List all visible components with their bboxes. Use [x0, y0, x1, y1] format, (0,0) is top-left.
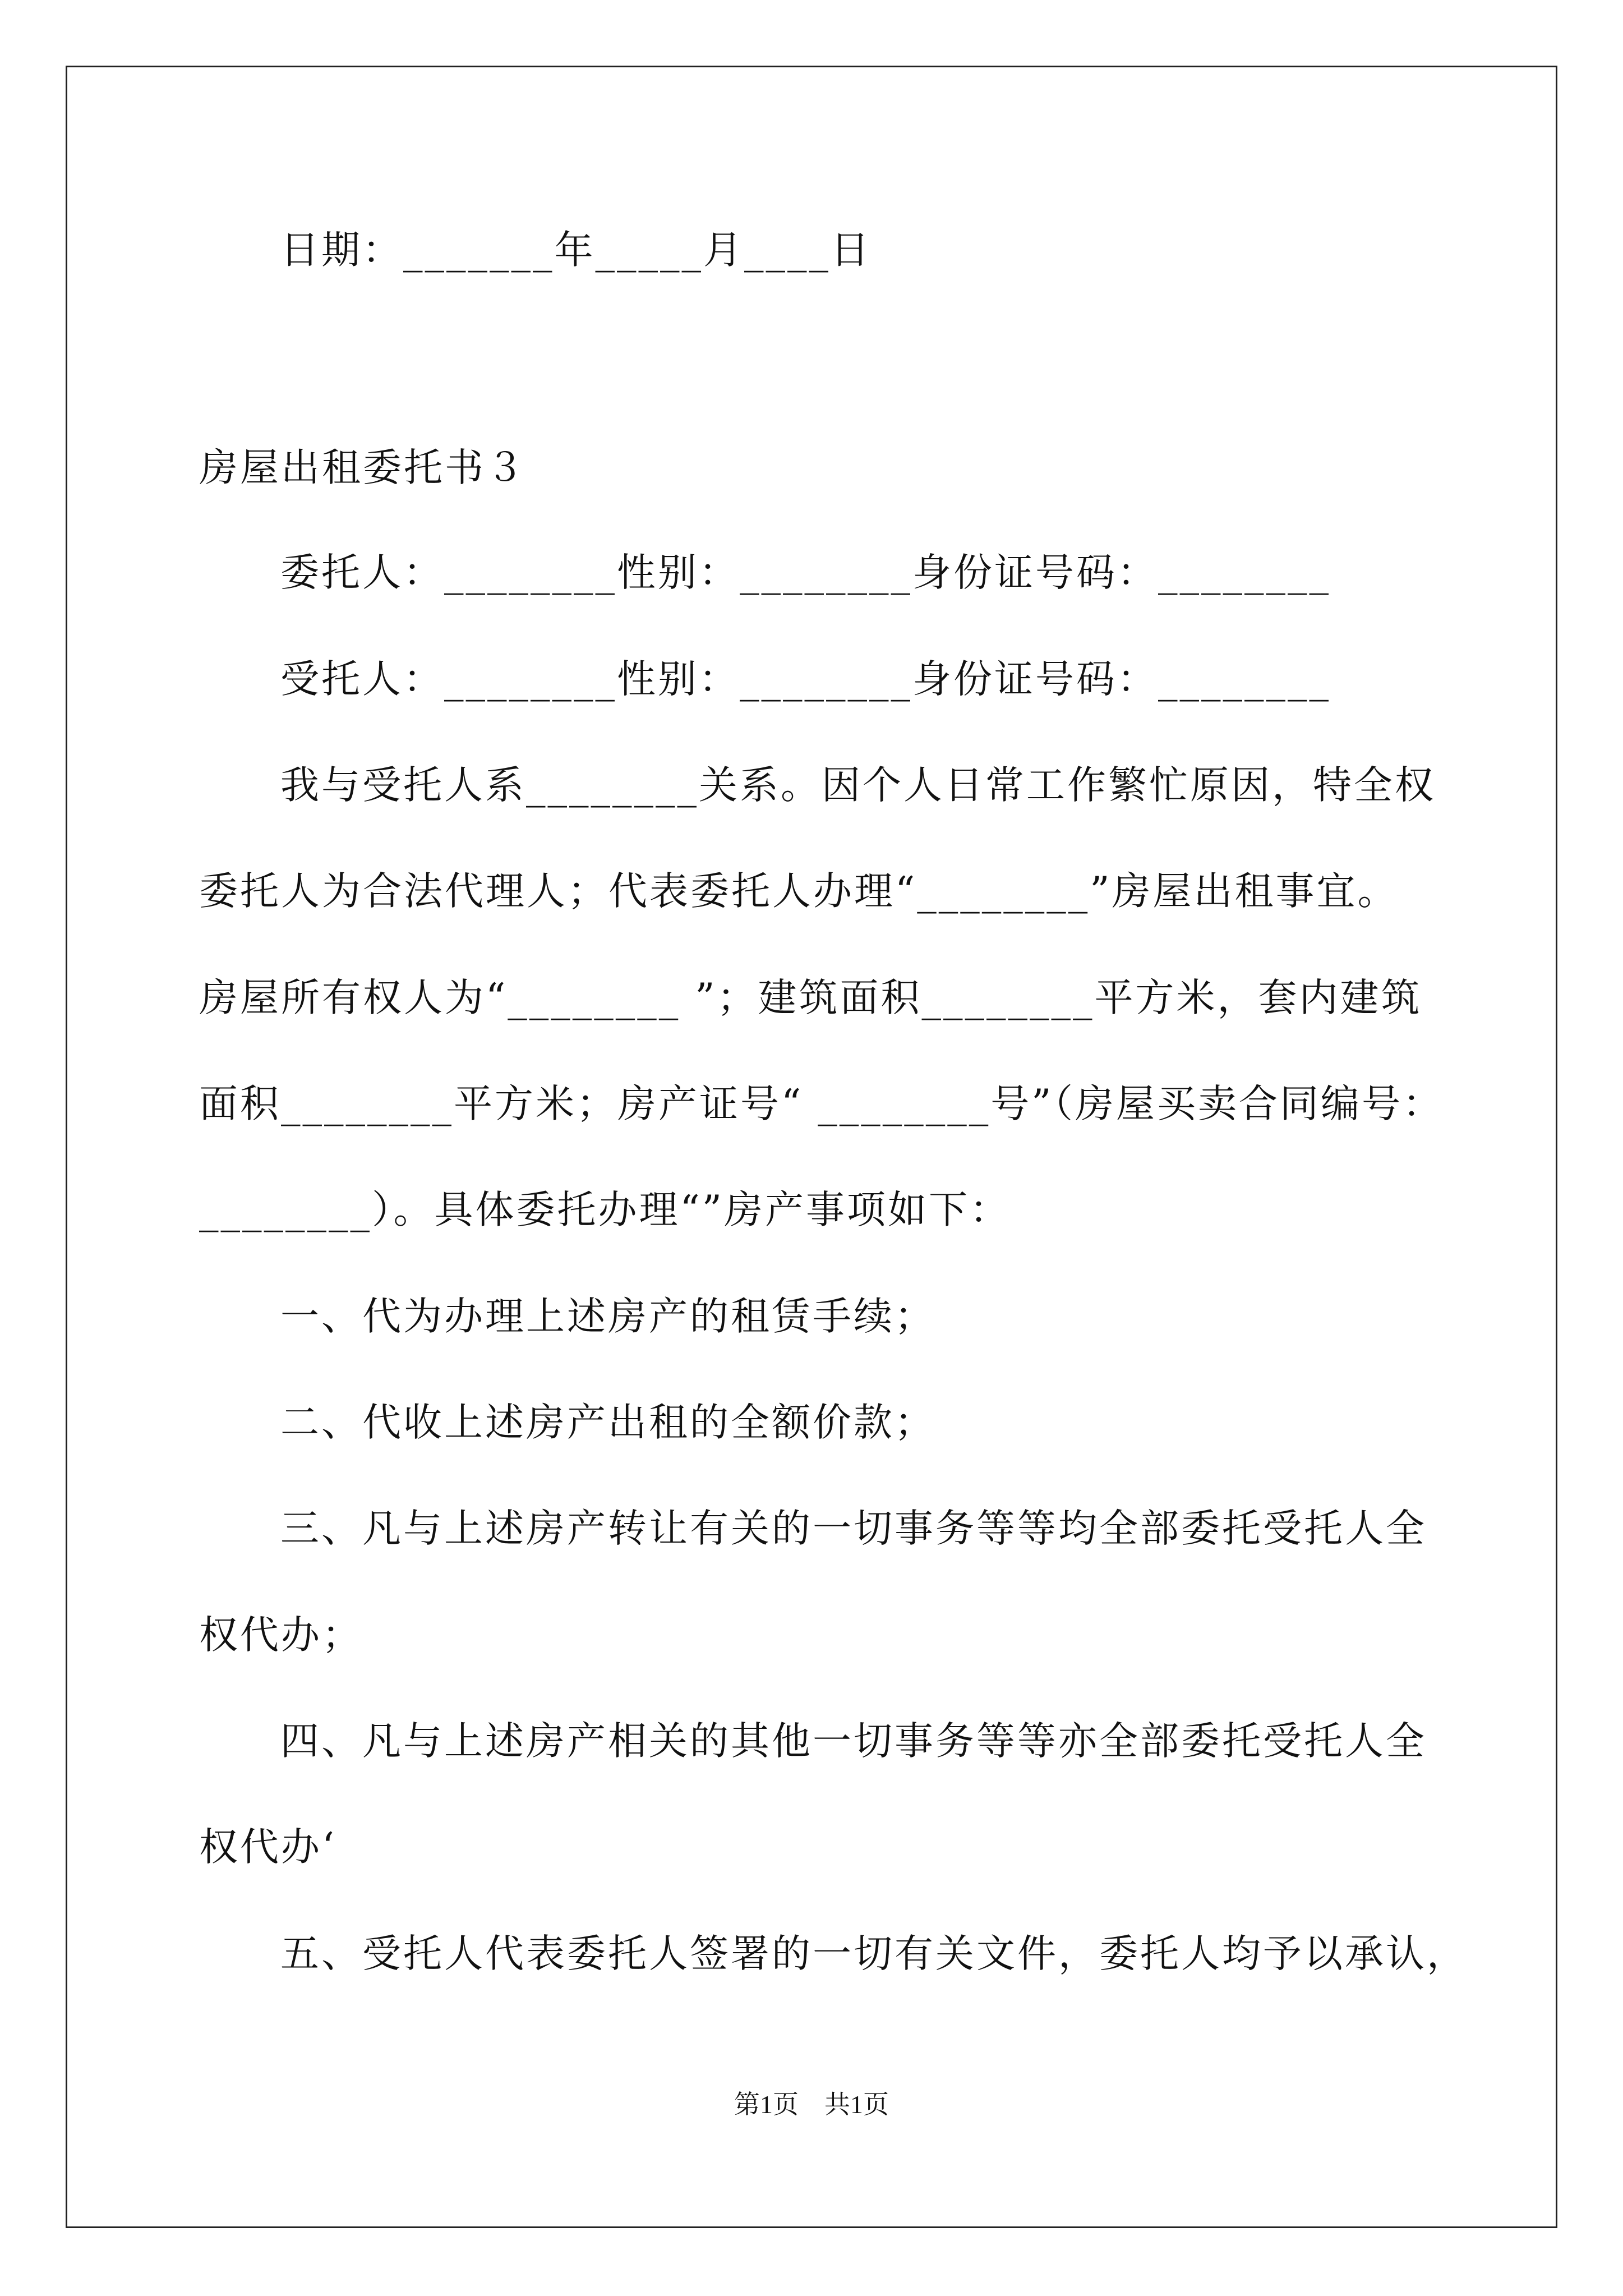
paragraph-line: 面积________平方米；房产证号“ ________号”（房屋买卖合同编号： [199, 1082, 1444, 1126]
agent-info-line: 受托人：________性别：________身份证号码：________ [280, 657, 1331, 702]
list-item: 三、凡与上述房产转让有关的一切事务等等均全部委托受托人全 [280, 1506, 1427, 1551]
page-border [66, 66, 1557, 2228]
date-line: 日期：_______年_____月____日 [280, 228, 872, 273]
principal-info-line: 委托人：________性别：________身份证号码：________ [280, 550, 1331, 595]
list-item: 四、凡与上述房产相关的其他一切事务等等亦全部委托受托人全 [280, 1719, 1427, 1764]
list-item: 二、代收上述房产出租的全额价款； [280, 1400, 935, 1445]
list-item: 一、代为办理上述房产的租赁手续； [280, 1294, 935, 1339]
page-footer: 第1页 共1页 [734, 2090, 889, 2119]
list-item-continuation: 权代办； [199, 1613, 363, 1658]
list-item-continuation: 权代办‘ [199, 1825, 336, 1870]
paragraph-line: ________）。具体委托办理“”房产事项如下： [199, 1188, 1011, 1232]
list-item: 五、受托人代表委托人签署的一切有关文件，委托人均予以承认， [280, 1931, 1468, 1976]
paragraph-line: 委托人为合法代理人；代表委托人办理“________”房屋出租事宜。 [199, 869, 1399, 914]
paragraph-line: 我与受托人系________关系。因个人日常工作繁忙原因，特全权 [280, 763, 1436, 808]
section-title: 房屋出租委托书３ [199, 445, 527, 490]
paragraph-line: 房屋所有权人为“________ ”；建筑面积________平方米，套内建筑 [199, 976, 1422, 1020]
